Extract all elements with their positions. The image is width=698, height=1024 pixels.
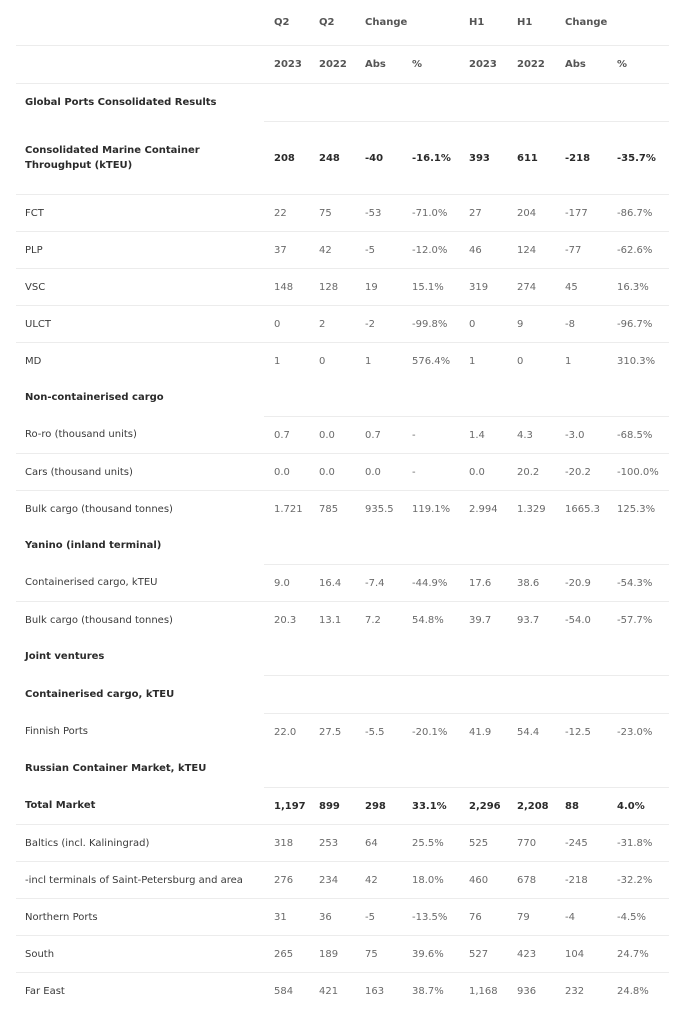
empty-cell (459, 676, 507, 714)
table-cell: 0 (264, 306, 309, 343)
section-row (16, 84, 669, 122)
empty-cell (309, 676, 355, 714)
table-cell: 2,296 (469, 800, 501, 812)
empty-cell (459, 379, 507, 417)
empty-cell (355, 379, 402, 417)
empty-cell (607, 638, 669, 676)
empty-cell (459, 638, 507, 676)
header-period: H1 (459, 0, 507, 46)
table-cell: 527 (459, 936, 507, 973)
table-cell: 39.6% (402, 936, 459, 973)
empty-cell (459, 750, 507, 788)
table-cell: 1 (355, 343, 402, 380)
table-cell: -71.0% (402, 195, 459, 232)
empty-cell (309, 527, 355, 565)
empty-cell (459, 84, 507, 122)
table-cell: -23.0% (617, 726, 653, 738)
row-label: Containerised cargo, kTEU (25, 577, 158, 589)
table-cell: 22.0 (274, 726, 297, 738)
table-cell: 37 (264, 232, 309, 269)
empty-cell (507, 750, 555, 788)
empty-cell (607, 676, 669, 714)
table-cell: 0.0 (309, 454, 355, 491)
table-cell: -12.5 (565, 726, 591, 738)
table-cell: -13.5% (402, 899, 459, 936)
row-label: Far East (16, 973, 264, 1010)
table-cell: 24.7% (607, 936, 669, 973)
table-cell: 54.8% (402, 602, 459, 639)
header-subhead: 2023 (459, 46, 507, 84)
table-cell: 2 (309, 306, 355, 343)
row-label: Bulk cargo (thousand tonnes) (16, 491, 264, 528)
empty-cell (507, 676, 555, 714)
table-cell: 39.7 (459, 602, 507, 639)
table-cell: 1.4 (469, 429, 485, 441)
table-cell: 128 (309, 269, 355, 306)
table-cell: -177 (555, 195, 607, 232)
table-cell: 124 (507, 232, 555, 269)
table-cell: 253 (309, 825, 355, 862)
table-cell: 0 (459, 306, 507, 343)
table-cell: 460 (459, 862, 507, 899)
row-label: Finnish Ports (25, 726, 89, 738)
empty-cell (309, 750, 355, 788)
table-cell: -62.6% (607, 232, 669, 269)
empty-cell (355, 638, 402, 676)
table-cell: 9 (507, 306, 555, 343)
table-cell: 45 (555, 269, 607, 306)
table-cell: 16.4 (319, 577, 342, 589)
table-row (16, 122, 669, 195)
header-blank (16, 0, 264, 46)
table-cell: -100.0% (607, 454, 669, 491)
row-label: Cars (thousand units) (16, 454, 264, 491)
table-cell: -3.0 (565, 429, 585, 441)
table-cell: 104 (555, 936, 607, 973)
empty-cell (607, 527, 669, 565)
empty-cell (402, 84, 459, 122)
header-period: Change (555, 0, 607, 46)
table-cell: 276 (264, 862, 309, 899)
table-cell: 232 (555, 973, 607, 1010)
table-cell: 204 (507, 195, 555, 232)
table-cell: 9.0 (274, 577, 290, 589)
empty-cell (264, 676, 309, 714)
table-cell: -32.2% (607, 862, 669, 899)
empty-cell (555, 638, 607, 676)
table-cell: -40 (365, 152, 384, 164)
table-cell: -99.8% (402, 306, 459, 343)
row-label: FCT (16, 195, 264, 232)
section-row (16, 638, 669, 676)
table-cell: 4.0% (617, 800, 645, 812)
table-cell: 248 (319, 152, 340, 164)
section-row (16, 750, 669, 788)
table-cell: 41.9 (469, 726, 492, 738)
table-cell: 18.0% (402, 862, 459, 899)
table-cell: 16.3% (607, 269, 669, 306)
table-cell: 20.2 (507, 454, 555, 491)
empty-cell (264, 638, 309, 676)
table-cell: 678 (507, 862, 555, 899)
empty-cell (402, 379, 459, 417)
table-cell: 1 (459, 343, 507, 380)
table-row (16, 491, 669, 528)
empty-cell (402, 527, 459, 565)
empty-cell (607, 84, 669, 122)
table-row (16, 454, 669, 491)
table-cell: -7.4 (365, 577, 385, 589)
table-cell: 2.994 (459, 491, 507, 528)
table-cell: -20.1% (412, 726, 448, 738)
table-cell: 64 (355, 825, 402, 862)
table-cell: 319 (459, 269, 507, 306)
section-heading: Global Ports Consolidated Results (25, 97, 217, 109)
table-cell: -2 (355, 306, 402, 343)
throughput-table (16, 0, 669, 1009)
table-row (16, 936, 669, 973)
empty-cell (355, 750, 402, 788)
table-cell: -5.5 (365, 726, 385, 738)
table-cell: 576.4% (402, 343, 459, 380)
table-row (16, 306, 669, 343)
empty-cell (402, 750, 459, 788)
table-cell: 20.3 (264, 602, 309, 639)
table-row (16, 714, 669, 751)
table-cell: 584 (264, 973, 309, 1010)
table-cell: 298 (365, 800, 386, 812)
table-cell: 611 (517, 152, 538, 164)
table-cell: 46 (459, 232, 507, 269)
table-cell: -5 (355, 899, 402, 936)
table-cell: 4.3 (517, 429, 533, 441)
table-cell: 0 (309, 343, 355, 380)
table-row (16, 602, 669, 639)
row-label: South (16, 936, 264, 973)
header-period (607, 0, 669, 46)
table-cell: 0 (507, 343, 555, 380)
table-cell: -218 (555, 862, 607, 899)
table-cell: 38.6 (517, 577, 540, 589)
table-row (16, 973, 669, 1010)
table-cell: 93.7 (507, 602, 555, 639)
header-row-periods (16, 0, 669, 46)
header-period: H1 (507, 0, 555, 46)
table-cell: -54.3% (617, 577, 653, 589)
table-cell: 274 (507, 269, 555, 306)
table-cell: -96.7% (607, 306, 669, 343)
table-cell: -5 (355, 232, 402, 269)
empty-cell (309, 638, 355, 676)
empty-cell (402, 638, 459, 676)
table-cell: 24.8% (607, 973, 669, 1010)
table-cell: 27 (459, 195, 507, 232)
table-cell: 42 (355, 862, 402, 899)
empty-cell (555, 527, 607, 565)
table-cell: 936 (507, 973, 555, 1010)
table-cell: 13.1 (309, 602, 355, 639)
table-cell: 75 (309, 195, 355, 232)
empty-cell (555, 84, 607, 122)
row-label: Baltics (incl. Kaliningrad) (16, 825, 264, 862)
table-cell: 79 (507, 899, 555, 936)
table-cell: 27.5 (319, 726, 342, 738)
table-cell: 119.1% (402, 491, 459, 528)
table-cell: -44.9% (412, 577, 448, 589)
header-blank (16, 46, 264, 84)
header-period: Q2 (264, 0, 309, 46)
table-row (16, 343, 669, 380)
row-label: Total Market (25, 800, 96, 812)
row-label: Ro-ro (thousand units) (25, 429, 137, 441)
table-cell: -245 (555, 825, 607, 862)
table-cell: -54.0 (555, 602, 607, 639)
header-subhead: 2022 (507, 46, 555, 84)
table-cell: 265 (264, 936, 309, 973)
table-cell: 75 (355, 936, 402, 973)
table-cell: 770 (507, 825, 555, 862)
table-cell: -4.5% (607, 899, 669, 936)
empty-cell (459, 527, 507, 565)
table-row (16, 565, 669, 602)
empty-cell (264, 379, 309, 417)
empty-cell (309, 379, 355, 417)
table-cell: -218 (565, 152, 591, 164)
table-cell: 0.0 (264, 454, 309, 491)
table-row (16, 269, 669, 306)
table-cell: - (412, 429, 416, 441)
table-cell: 17.6 (469, 577, 492, 589)
table-cell: -57.7% (607, 602, 669, 639)
header-subhead: % (607, 46, 669, 84)
empty-cell (507, 638, 555, 676)
empty-cell (309, 84, 355, 122)
table-cell: 0.0 (355, 454, 402, 491)
table-cell: 0.0 (319, 429, 335, 441)
row-label: Bulk cargo (thousand tonnes) (16, 602, 264, 639)
table-cell: -53 (355, 195, 402, 232)
table-cell: 38.7% (402, 973, 459, 1010)
header-subhead: 2022 (309, 46, 355, 84)
table-cell: -12.0% (402, 232, 459, 269)
empty-cell (607, 379, 669, 417)
table-cell: 0.0 (459, 454, 507, 491)
table-cell: 54.4 (517, 726, 540, 738)
table-cell: 423 (507, 936, 555, 973)
empty-cell (355, 676, 402, 714)
table-row (16, 417, 669, 454)
table-cell: 1 (555, 343, 607, 380)
table-cell: 189 (309, 936, 355, 973)
table-cell: 33.1% (412, 800, 447, 812)
row-label: -incl terminals of Saint-Petersburg and area (16, 862, 264, 899)
empty-cell (607, 750, 669, 788)
section-row (16, 676, 669, 714)
header-row-subheads (16, 46, 669, 84)
table-row (16, 232, 669, 269)
table-cell: 1,197 (274, 800, 306, 812)
row-label: PLP (16, 232, 264, 269)
table-cell: -68.5% (617, 429, 653, 441)
section-heading: Non-containerised cargo (25, 392, 164, 404)
table-cell: 393 (469, 152, 490, 164)
table-cell: 88 (565, 800, 579, 812)
header-period (402, 0, 459, 46)
table-cell: 148 (264, 269, 309, 306)
table-cell: 1.329 (507, 491, 555, 528)
row-label: Northern Ports (16, 899, 264, 936)
row-label: MD (16, 343, 264, 380)
table-cell: 0.7 (274, 429, 290, 441)
table-cell: 25.5% (402, 825, 459, 862)
empty-cell (555, 379, 607, 417)
table-cell: 525 (459, 825, 507, 862)
empty-cell (355, 84, 402, 122)
table-cell: -77 (555, 232, 607, 269)
header-period: Q2 (309, 0, 355, 46)
table-cell: 234 (309, 862, 355, 899)
table-row (16, 195, 669, 232)
section-heading: Joint ventures (25, 651, 105, 663)
table-row (16, 862, 669, 899)
header-period: Change (355, 0, 402, 46)
table-cell: 76 (459, 899, 507, 936)
table-cell: -86.7% (607, 195, 669, 232)
table-cell: 125.3% (607, 491, 669, 528)
section-row (16, 379, 669, 417)
table-cell: 31 (264, 899, 309, 936)
header-subhead: % (402, 46, 459, 84)
empty-cell (555, 676, 607, 714)
section-heading: Russian Container Market, kTEU (25, 763, 207, 775)
empty-cell (264, 750, 309, 788)
table-cell: 42 (309, 232, 355, 269)
table-cell: -16.1% (412, 152, 451, 164)
empty-cell (555, 750, 607, 788)
table-cell: 22 (264, 195, 309, 232)
table-row (16, 788, 669, 825)
table-cell: 208 (274, 152, 295, 164)
table-row (16, 825, 669, 862)
table-cell: 2,208 (517, 800, 549, 812)
empty-cell (402, 676, 459, 714)
empty-cell (507, 527, 555, 565)
table-cell: 421 (309, 973, 355, 1010)
table-cell: 1 (264, 343, 309, 380)
table-cell: 15.1% (402, 269, 459, 306)
table-cell: -35.7% (617, 152, 656, 164)
table-cell: -8 (555, 306, 607, 343)
table-cell: 318 (264, 825, 309, 862)
empty-cell (507, 379, 555, 417)
row-label: VSC (16, 269, 264, 306)
table-cell: 36 (309, 899, 355, 936)
empty-cell (264, 84, 309, 122)
table-cell: 1665.3 (555, 491, 607, 528)
empty-cell (355, 527, 402, 565)
section-heading: Containerised cargo, kTEU (25, 689, 175, 700)
table-cell: - (402, 454, 459, 491)
empty-cell (264, 527, 309, 565)
table-cell: -31.8% (607, 825, 669, 862)
table-cell: -20.2 (555, 454, 607, 491)
header-subhead: Abs (355, 46, 402, 84)
header-subhead: 2023 (264, 46, 309, 84)
table-row (16, 899, 669, 936)
table-cell: -20.9 (565, 577, 591, 589)
table-cell: 19 (355, 269, 402, 306)
table-cell: 310.3% (607, 343, 669, 380)
table-cell: -4 (555, 899, 607, 936)
header-subhead: Abs (555, 46, 607, 84)
row-label: Consolidated Marine Container Throughput (kTEU) (25, 144, 200, 171)
table-cell: 7.2 (355, 602, 402, 639)
row-label: ULCT (16, 306, 264, 343)
section-row (16, 527, 669, 565)
table-cell: 1.721 (264, 491, 309, 528)
section-heading: Yanino (inland terminal) (25, 540, 162, 552)
table-cell: 935.5 (355, 491, 402, 528)
empty-cell (507, 84, 555, 122)
table-cell: 899 (319, 800, 340, 812)
table-cell: 1,168 (459, 973, 507, 1010)
table-cell: 785 (309, 491, 355, 528)
table-cell: 163 (355, 973, 402, 1010)
table-cell: 0.7 (365, 429, 381, 441)
